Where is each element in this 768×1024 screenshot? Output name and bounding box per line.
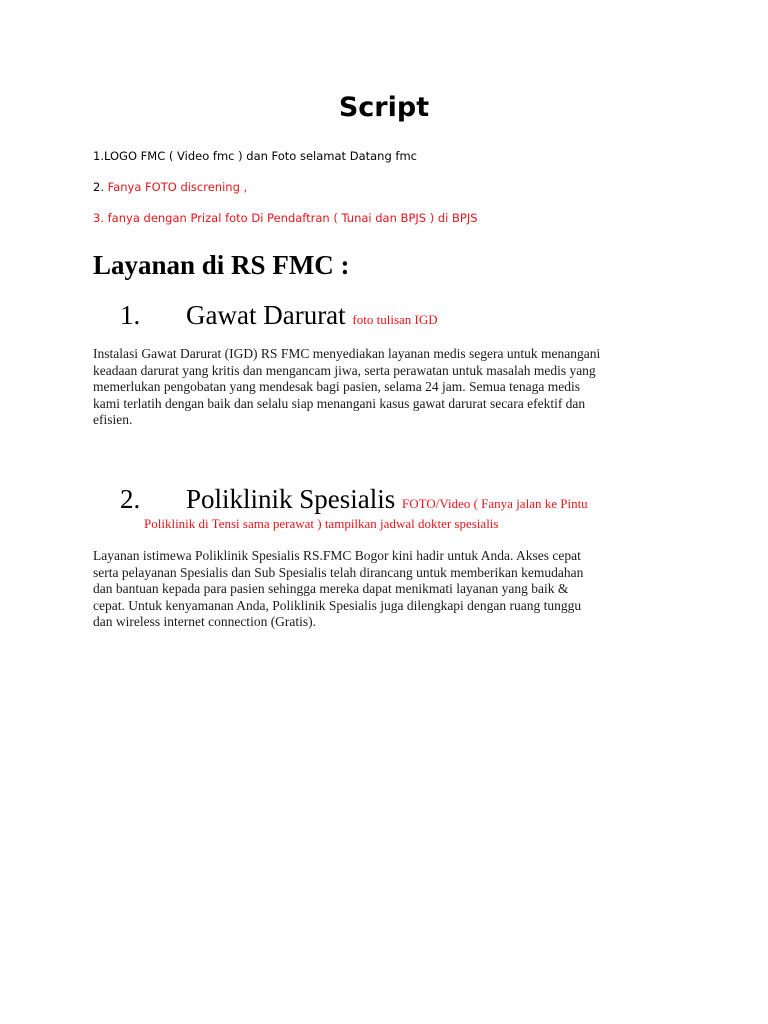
- section-2-paragraph-line: dan bantuan kepada para pasien sehingga mereka dapat menikmati layanan yang baik &: [93, 581, 569, 596]
- section-1-title: Gawat Darurat: [186, 300, 346, 330]
- section-1-paragraph-line: Instalasi Gawat Darurat (IGD) RS FMC menyediakan layanan medis segera untuk menangani: [93, 346, 601, 361]
- section-1-paragraph-line: efisien.: [93, 412, 133, 427]
- script-line-1: [93, 148, 417, 164]
- main-heading: Layanan di RS FMC :: [93, 250, 350, 280]
- section-2-heading: [0, 482, 768, 516]
- section-2-note-line-2: Poliklinik di Tensi sama perawat ) tampilkan jadwal dokter spesialis: [144, 516, 499, 531]
- script-line-1-text: LOGO FMC ( Video fmc ) dan Foto selamat Datang fmc: [103, 149, 417, 163]
- section-2-paragraph-line: dan wireless internet connection (Gratis).: [93, 614, 317, 629]
- script-line-3: [93, 210, 478, 226]
- section-2-paragraph-line: Layanan istimewa Poliklinik Spesialis RS.FMC Bogor kini hadir untuk Anda. Akses cepat: [93, 548, 581, 563]
- script-line-2-prefix: 2.: [93, 180, 108, 194]
- script-line-3-text: 3. fanya dengan Prizal foto Di Pendaftran ( Tunai dan BPJS ) di BPJS: [93, 211, 478, 225]
- section-2-paragraph-line: cepat. Untuk kenyamanan Anda, Poliklinik Spesialis juga dilengkapi dengan ruang tunggu: [93, 597, 582, 613]
- section-2-paragraph-line: serta pelayanan Spesialis dan Sub Spesialis telah dirancang untuk memberikan kemudahan: [93, 564, 584, 580]
- section-1-heading-line: [186, 298, 438, 337]
- section-1-paragraph-line: memerlukan pengobatan yang mendesak bagi pasien, selama 24 jam. Semua tenaga medis: [93, 379, 580, 394]
- section-1-paragraph-line: keadaan darurat yang kritis dan mengancam jiwa, serta perawatan untuk masalah medis yang: [93, 362, 596, 378]
- script-line-1-prefix: 1.: [93, 149, 104, 163]
- section-2-note: FOTO/Video ( Fanya jalan ke Pintu: [402, 496, 588, 511]
- script-line-2-text: Fanya FOTO discrening ,: [107, 180, 248, 194]
- section-1-note: foto tulisan IGD: [352, 312, 438, 327]
- script-line-2: [93, 179, 247, 195]
- section-1-number: 1.: [120, 300, 141, 330]
- section-1-heading: [0, 298, 768, 332]
- section-1-paragraph: [93, 346, 693, 429]
- section-2-number: 2.: [120, 484, 141, 514]
- section-2-paragraph: [93, 548, 693, 631]
- section-2-title: Poliklinik Spesialis: [186, 484, 396, 514]
- section-1-paragraph-line: kami terlatih dengan baik dan selalu siap menangani kasus gawat darurat secara efektif dan: [93, 395, 586, 411]
- page-title: Script: [338, 92, 430, 123]
